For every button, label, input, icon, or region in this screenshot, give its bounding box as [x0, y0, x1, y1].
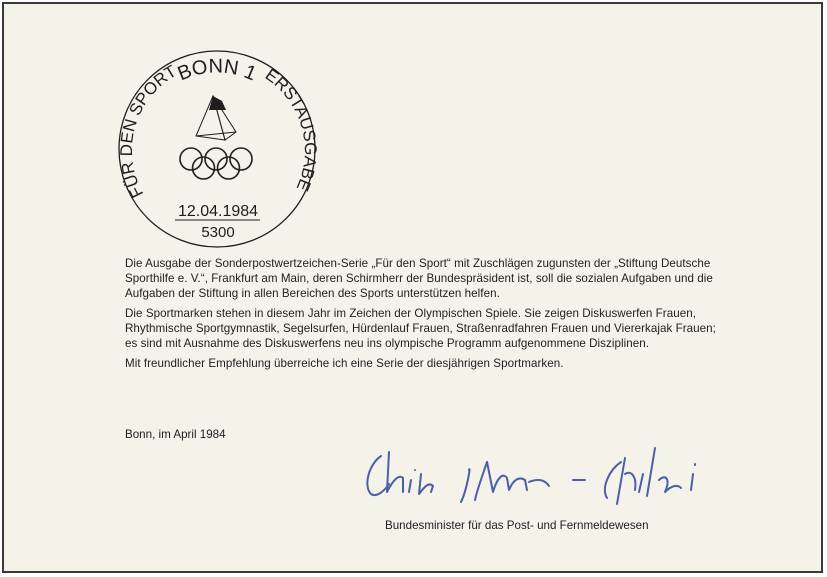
- stamp-postcode: 5300: [201, 224, 235, 241]
- minister-title: Bundesminister für das Post- und Fernmeldewesen: [385, 519, 649, 532]
- paragraph-recommendation: Mit freundlicher Empfehlung überreiche ich eine Serie der diesjährigen Sportmarken.: [125, 357, 564, 370]
- memorial-card: [2, 2, 823, 573]
- paragraph-intro: Die Ausgabe der Sonderpostwertzeichen-Serie „Für den Sport“ mit Zuschlägen zugunsten der „Stiftung Deutsche Sporthilfe e. V.“, Frankfurt am Main, deren Schirmherr der Bundespräsident ist, soll die sozialen Aufgaben und die Aufgaben der Stiftung in allen Bereichen des Sports unterstützen helfen.: [125, 257, 713, 300]
- paragraph-disciplines: Die Sportmarken stehen in diesem Jahr im Zeichen der Olympischen Spiele. Sie zeigen Diskuswerfen Frauen, Rhythmische Sportgymnastik, Segelsurfen, Hürdenlauf Frauen, Straßenradfahren Frauen und Viererkajak Frauen; es sind mit Ausnahme des Diskuswerfens neu ins olympische Programm aufgenommene Disziplinen.: [125, 307, 716, 350]
- stamp-city-text: BONN 1: [174, 55, 260, 86]
- svg-text:BONN 1: [175, 55, 260, 85]
- olympic-rings-icon: [180, 148, 252, 179]
- svg-text:FÜR DEN SPORT: [117, 62, 180, 201]
- stamp-right-text: ERSTAUSGABE: [261, 65, 320, 194]
- stamp-left-text: FÜR DEN SPORT: [116, 61, 180, 201]
- handwritten-signature: [359, 434, 724, 514]
- stamp-date: 12.04.1984: [177, 203, 259, 220]
- place-date: Bonn, im April 1984: [125, 428, 226, 441]
- card-body: [125, 256, 725, 376]
- sporthilfe-pyramid-icon: [196, 96, 236, 140]
- first-day-cancellation-stamp: [112, 44, 322, 254]
